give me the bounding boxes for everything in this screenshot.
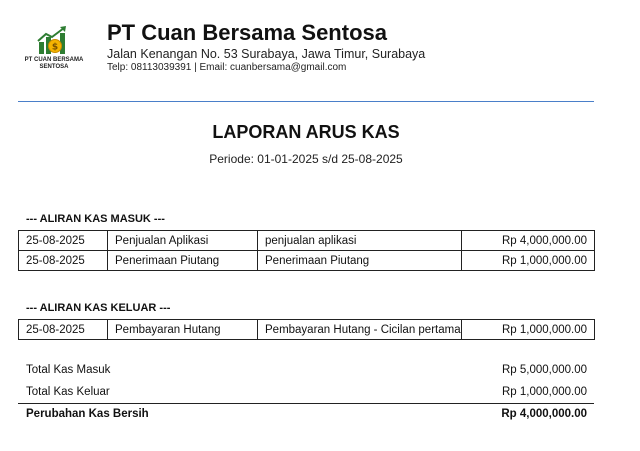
company-address: Jalan Kenangan No. 53 Surabaya, Jawa Timur, Surabaya — [107, 47, 426, 61]
row-category: Penjualan Aplikasi — [108, 231, 258, 251]
row-date: 25-08-2025 — [19, 231, 108, 251]
total-in-label: Total Kas Masuk — [26, 364, 111, 376]
header-divider — [18, 101, 594, 102]
row-date: 25-08-2025 — [19, 251, 108, 271]
row-amount: Rp 4,000,000.00 — [462, 231, 595, 251]
total-out-value: Rp 1,000,000.00 — [501, 386, 587, 398]
row-description: Pembayaran Hutang - Cicilan pertama — [258, 320, 462, 340]
total-out-row — [18, 381, 594, 403]
report-period: Periode: 01-01-2025 s/d 25-08-2025 — [209, 152, 403, 166]
row-date: 25-08-2025 — [19, 320, 108, 340]
logo-text: PT CUAN BERSAMA SENTOSA — [24, 57, 84, 70]
table-row — [19, 231, 595, 251]
company-contact: Telp: 08113039391 | Email: cuanbersama@gmail.com — [107, 62, 347, 73]
cash-out-heading: --- ALIRAN KAS KELUAR --- — [26, 302, 171, 314]
total-out-label: Total Kas Keluar — [26, 386, 110, 398]
row-amount: Rp 1,000,000.00 — [462, 320, 595, 340]
net-change-label: Perubahan Kas Bersih — [26, 408, 149, 420]
table-row — [19, 320, 595, 340]
company-name: PT Cuan Bersama Sentosa — [107, 20, 387, 45]
net-change-value: Rp 4,000,000.00 — [501, 408, 587, 420]
row-category: Pembayaran Hutang — [108, 320, 258, 340]
cash-out-table — [18, 319, 595, 340]
table-row — [19, 251, 595, 271]
company-logo — [18, 26, 90, 76]
row-description: penjualan aplikasi — [258, 231, 462, 251]
totals-summary — [18, 359, 594, 425]
svg-text:$: $ — [51, 42, 59, 53]
total-in-row — [18, 359, 594, 381]
company-header — [107, 20, 425, 74]
growth-bar-chart-coin-icon — [36, 26, 72, 56]
cash-in-table — [18, 230, 595, 271]
row-category: Penerimaan Piutang — [108, 251, 258, 271]
row-description: Penerimaan Piutang — [258, 251, 462, 271]
row-amount: Rp 1,000,000.00 — [462, 251, 595, 271]
report-title: LAPORAN ARUS KAS — [212, 122, 400, 142]
net-change-row — [18, 403, 594, 425]
total-in-value: Rp 5,000,000.00 — [501, 364, 587, 376]
cash-in-heading: --- ALIRAN KAS MASUK --- — [26, 213, 165, 225]
